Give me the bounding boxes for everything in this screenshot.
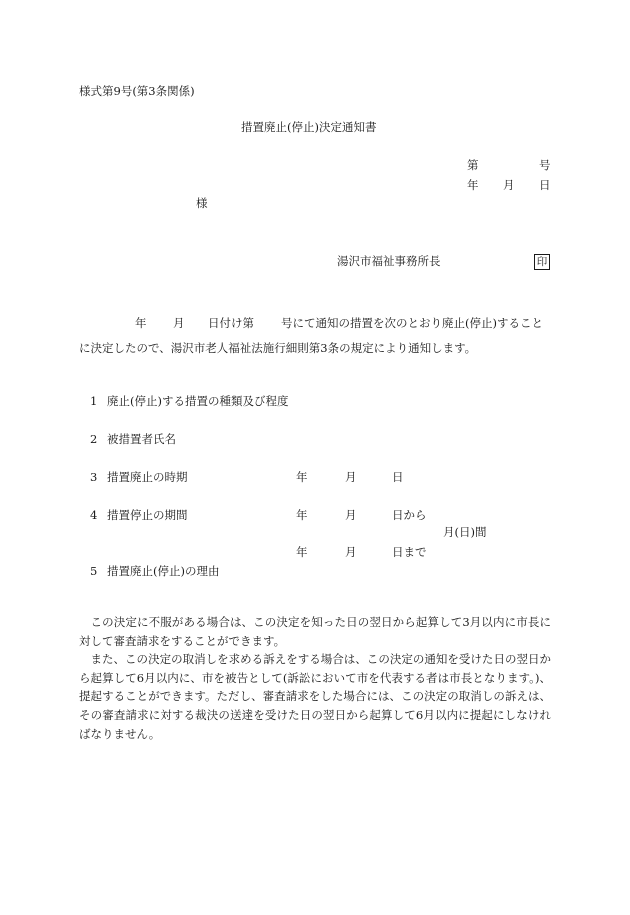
item-3-label: 措置廃止の時期: [107, 470, 188, 484]
item-3-month: 月: [345, 470, 357, 484]
item-1-number: 1: [90, 394, 98, 408]
header-day-label: 日: [539, 178, 551, 192]
seal-icon: [534, 254, 550, 270]
item-2-label: 被措置者氏名: [107, 432, 176, 446]
appeal-notice-paragraph-1: この決定に不服がある場合は、この決定を知った日の翌日から起算して3月以内に市長に対して審査請求をすることができます。: [79, 615, 551, 648]
recipient-suffix: 様: [196, 196, 208, 210]
item-3-number: 3: [90, 470, 98, 484]
period-start-year: 年: [296, 508, 308, 522]
item-5-number: 5: [90, 564, 98, 578]
appeal-notice: [79, 613, 551, 743]
intro-line1-rest: 号にて通知の措置を次のとおり廃止(停止)すること: [281, 316, 543, 330]
document-title: 措置廃止(停止)決定通知書: [241, 120, 377, 134]
period-duration: 月(日)間: [443, 525, 487, 539]
header-month-label: 月: [503, 178, 515, 192]
intro-line2: に決定したので、湯沢市老人福祉法施行細則第3条の規定により通知します。: [79, 341, 477, 355]
seal-mark: 印: [534, 254, 550, 270]
doc-number-label: 第: [467, 158, 479, 172]
item-4-number: 4: [90, 508, 98, 522]
period-end-month: 月: [345, 545, 357, 559]
item-1-label: 廃止(停止)する措置の種類及び程度: [107, 394, 289, 408]
period-start-month: 月: [345, 508, 357, 522]
intro-month-label: 月: [173, 316, 185, 330]
item-2-number: 2: [90, 432, 98, 446]
intro-year-label: 年: [135, 316, 147, 330]
item-4-label: 措置停止の期間: [107, 508, 188, 522]
header-year-label: 年: [467, 178, 479, 192]
doc-number-suffix: 号: [539, 158, 551, 172]
item-5-label: 措置廃止(停止)の理由: [107, 564, 220, 578]
period-start-day: 日から: [392, 508, 427, 522]
issuer-name: 湯沢市福祉事務所長: [337, 254, 441, 268]
form-id: 様式第9号(第3条関係): [79, 84, 195, 98]
period-end-day: 日まで: [392, 545, 427, 559]
item-3-year: 年: [296, 470, 308, 484]
period-end-year: 年: [296, 545, 308, 559]
intro-date-ref: 日付け第: [208, 316, 254, 330]
appeal-notice-paragraph-2: また、この決定の取消しを求める訴えをする場合は、この決定の通知を受けた日の翌日から起算して6月以内に、市を被告として(訴訟において市を代表する者は市長となります。)、提起することができます。ただし、審査請求をした場合には、この決定の取消しの訴えは、その審査請求に対する裁決の送達を受けた日の翌日から起算して6月以内に提起にしなければなりません。: [79, 652, 551, 741]
item-3-day: 日: [392, 470, 404, 484]
